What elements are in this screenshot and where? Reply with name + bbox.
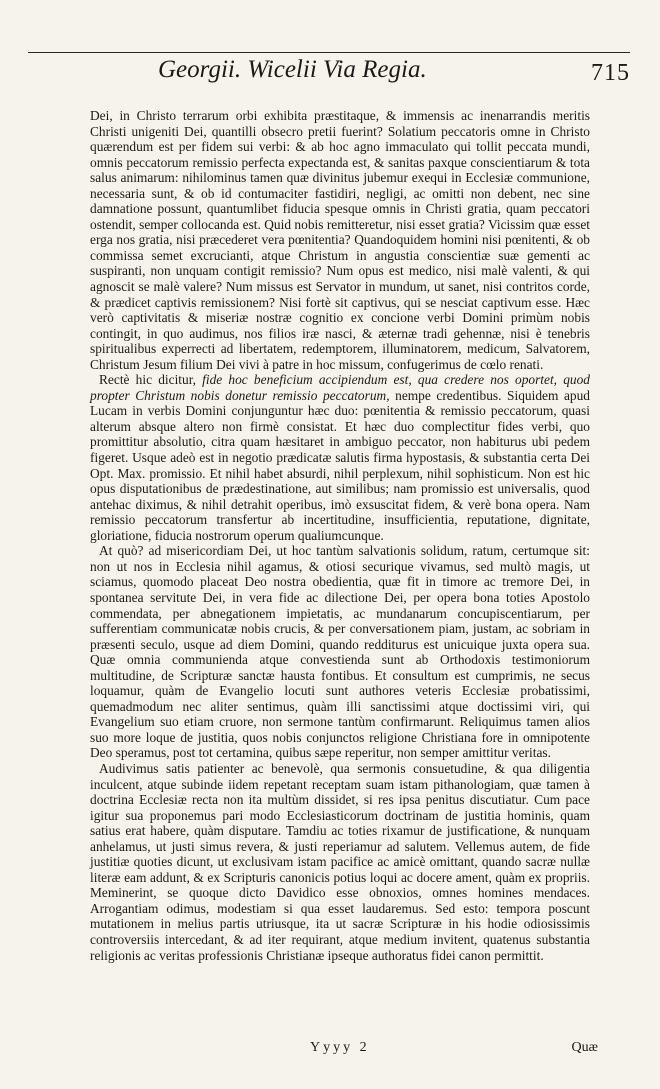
paragraph — [90, 372, 590, 543]
page-footer — [90, 1040, 598, 1062]
paragraph — [90, 761, 590, 963]
text-run: Dei, in Christo terrarum orbi exhibita præstitaque, & immensis ac inenarrandis meritis Christi unigeniti Dei, quantilli obsecro pretii fuerint? Solatium peccatoris omne in Christo quærendum est per fidem sui verbi: & ab hoc agno immaculato qui tollit peccata mundi, omnis peccatorum remissio perfecta expectanda est, & sanitas paxque conscientiarum & tota salus animarum: nihilominus tamen quæ divinitus jubemur exequi in Ecclesiæ communione, necessaria sunt, & ob id contumaciter fastidiri, negligi, ac omitti non debent, nec sine damnatione possunt, quantumlibet fiducia spesque omnis in Christi gratia, quam peccatori ostendit, semper collocanda est. Quid nobis remitteretur, nisi esset gratia? Vicissim quæ esset erga nos gratia, nisi præcederet vera pœnitentia? Quandoquidem homini nisi pœnitenti, & ob commissa semet excrucianti, atque Christum in angustia conscientiæ suæ gementi ac suspiranti, non unquam contigit remissio? Num opus est medico, nisi malè valenti, & qui agnoscit se malè valere? Num missus est Servator in mundum, ut sanet, nisi contritos corde, & prædicet captivis remissionem? Nisi fortè sit captivus, qui se nesciat captivum esse. Hæc verò captivitatis & miseriæ nostræ cognitio ex concione verbi Domini primùm nobis contingit, in quo audimus, nos filios iræ nasci, & æternæ tradi gehennæ, nisi è tenebris spiritualibus experrecti ad libertatem, redemptorem, illuminatorem, medicum, Salvatorem, Christum Jesum filium Dei vivi à patre in hoc missum, confugerimus de cœlo renati. — [90, 108, 590, 372]
paragraph — [90, 543, 590, 761]
header-rule — [28, 52, 630, 53]
text-run: Audivimus satis patienter ac benevolè, qua sermonis consuetudine, & qua diligentia inculcent, atque subinde iidem repetant receptam suam istam pithanologiam, quæ tamen à doctrina Ecclesiæ recta non ita multùm dissidet, si res ipsa penitus discutiatur. Cum pace igitur sua proponemus pari modo Ecclesiasticorum doctrinam de justitia hominis, quam satius erat habere, quàm disputare. Tamdiu ac toties rixamur de justificatione, & nunquam anhelamus, ut justi simus revera, & justi reperiamur ad salutem. Vellemus autem, de fide justitiæ quoties dicunt, ut exclusivam istam pacifice ac amicè omittant, quando sacræ nullæ literæ eam addunt, & ex Scripturis canonicis potius loqui ac docere ament, quàm ex propriis. Meminerint, se quoque dicto Davidico esse obnoxios, omnes homines mendaces. Arrogantiam odimus, modestiam si qua esset laudaremus. Sed esto: tempora poscunt mutationem in melius partis utriusque, ita ut sacræ Scripturæ in his hodie odiosissimis controversiis intercedant, & ad iter requirant, atque medium invitent, quatenus substantia religionis ac veritas professionis Christianæ ipseque authoratus fidei canon permittit. — [90, 760, 590, 963]
paragraph — [90, 108, 590, 372]
page-header — [28, 38, 630, 88]
text-run: nempe credentibus. Siquidem apud Lucam in verbis Domini conjunguntur hæc duo: pœnitentia & remissio peccatorum, quasi alterum absque altero non firmè consistat. Et hæc duo complectitur fides verbi, quo promittitur absolutio, citra quam hæsitaret in ambiguo peccator, non habiturus ubi pedem figeret. Usque adeò est in negotio prædicatæ salutis firma hypostasis, & substantia certa Dei Opt. Max. promissio. Et nihil habet absurdi, nihil perplexum, nihil sophisticum. Non est hic opus disputationibus de prædestinatione, aut similibus; nam promissio est universalis, quod antehac diximus, & nihil detrahit operibus, imò exsuscitat fidem, & verè bona opera. Nam remissio peccatorum transfertur ab incertitudine, insufficientia, reputatione, dignitate, gloriatione, fiducia nostrorum operum qualiumcunque. — [90, 387, 590, 543]
page-number: 715 — [591, 60, 630, 86]
body-text — [90, 108, 590, 963]
catchword: Quæ — [571, 1040, 598, 1055]
text-run: At quò? ad misericordiam Dei, ut hoc tantùm salvationis solidum, ratum, certumque sit: non ut nos in Ecclesia nihil agamus, & otiosi securique vivamus, sed multò magis, ut sciamus, quomodo placeat Deo nostra obedientia, quæ fit in timore ac tremore Dei, in spontanea servitute Dei, in vera fide ac dilectione Dei, per opera bona toties Apostolo commendata, per abnegationem impietatis, ac mundanarum concupiscentiarum, per sufferentiam communicatæ nobis crucis, & per conversationem piam, justam, ac sobriam in præsenti seculo, usque ad diem Domini, quando redditurus est unicuique juxta opera sua. Quæ omnia communienda atque convestienda sunt ab Orthodoxis testimoniorum multitudine, de Scripturæ sanctæ hausta fontibus. Et consultum est cumprimis, ne secus loquamur, quàm de Evangelio locuti sunt authores veteris Ecclesiæ probatissimi, quemadmodum nec aliter sentimus, quàm illi sanctissimi atque doctissimi viri, qui Evangelium suo etiam cruore, non sermone tantùm confirmarunt. Reliquimus tamen alios suo more loque de justitia, quos nobis conjunctos religione Christiana fore in omnipotente Deo speramus, post tot certamina, quibus sæpe reperitur, non semper amittitur veritas. — [90, 543, 590, 761]
italic-text-run: fide hoc beneficium accipiendum est, qua credere nos oportet, quod propter Christum nobis donetur remissio peccatorum, — [90, 372, 590, 403]
signature-mark: Yyyy 2 — [310, 1040, 370, 1055]
text-run: Rectè hic dicitur, — [99, 372, 203, 388]
running-title: Georgii. Wicelii Via Regia. — [158, 56, 427, 83]
